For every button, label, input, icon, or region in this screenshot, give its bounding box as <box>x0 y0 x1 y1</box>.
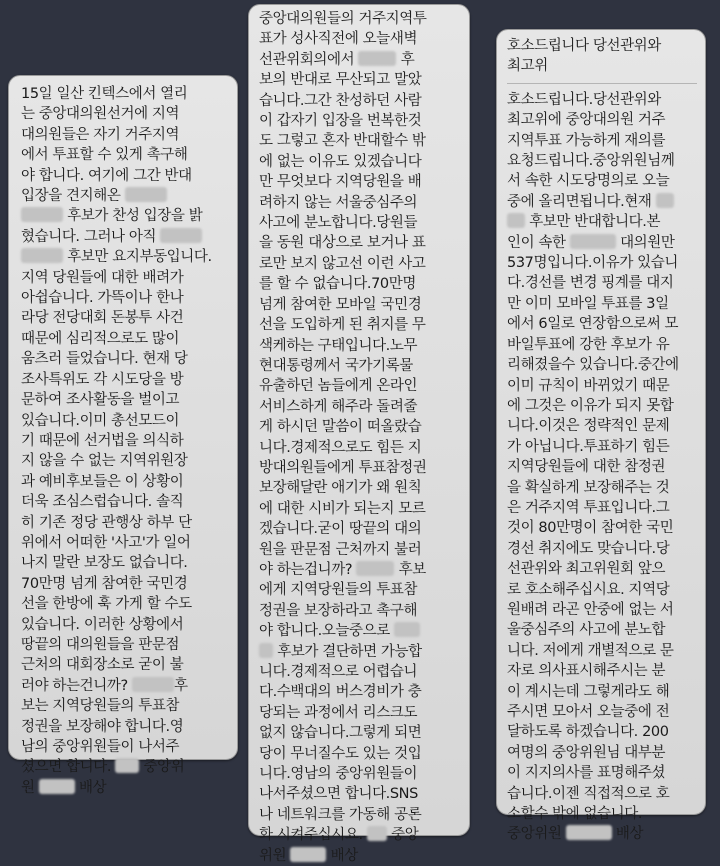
message-bubble-1[interactable] <box>8 75 238 796</box>
message-line: 울중심주의 사고에 분노합 <box>507 622 666 639</box>
message-line: 정권을 보장해야 합니다.영 <box>21 718 184 735</box>
message-line <box>259 621 469 641</box>
message-line: 아쉽습니다. 가뜩이나 한나 <box>21 290 184 307</box>
message-line: 유출하던 놈들에게 온라인 <box>259 378 418 395</box>
message-line: 이미 규칙이 바뀌었기 때문 <box>507 377 670 394</box>
message-line: 니다. 저에게 개별적으로 문 <box>507 642 674 659</box>
message-signature <box>21 778 237 798</box>
message-bubble-2[interactable] <box>248 4 470 864</box>
message-line: 도 그렇고 혼자 반대할수 밖 <box>259 133 426 150</box>
message-line: 에 없는 이유도 있겠습니다 <box>259 153 422 170</box>
message-line: 남의 중앙위원들이 나서주 <box>21 739 180 755</box>
message-line: 습니다.이젠 직접적으로 호 <box>507 785 670 802</box>
message-line-text: 셨으면 합니다. <box>21 759 112 776</box>
message-subject-line: 최고위 <box>507 58 548 75</box>
message-line-text: 화 시켜주십시요. <box>259 827 363 844</box>
message-line: 537명입니다.이유가 있습니 <box>507 255 678 272</box>
message-line: 15일 일산 킨텍스에서 열리 <box>21 86 188 102</box>
message-line-text: 후보만 반대합니다.본 <box>529 214 661 231</box>
message-line <box>507 212 705 232</box>
message-line: 나 네트워크를 가동해 공론 <box>259 806 422 823</box>
message-line <box>507 192 705 212</box>
message-line <box>21 247 237 267</box>
message-signature <box>507 824 705 844</box>
redacted-name <box>259 643 273 658</box>
redacted-name <box>39 779 75 794</box>
message-line-text: 선관위회의에서 <box>259 51 355 68</box>
message-line: 달하도록 하겠습니다. 200 <box>507 724 669 741</box>
message-line: 이 지지의사를 표명해주셨 <box>507 765 666 782</box>
message-line: 습니다.그간 찬성하던 사람 <box>259 92 422 109</box>
message-line: 만 이미 모바일 투표를 3일 <box>507 295 669 312</box>
message-line-text: 후보가 찬성 입장을 밝 <box>67 208 203 225</box>
message-line: 색케하는 구태입니다.노무 <box>259 337 418 354</box>
message-line: 러야 하는건니까? 후 <box>21 677 188 694</box>
message-line: 표가 성사직전에 오늘새벽 <box>259 31 418 48</box>
message-line: 원배려 라곤 안중에 없는 서 <box>507 601 674 618</box>
signature-prefix: 위원 <box>259 847 287 864</box>
message-line-text: 중에 올리면됩니다.현재 <box>507 193 652 210</box>
message-line: 보의 반대로 무산되고 말았 <box>259 72 422 89</box>
message-line-text: 후보 <box>398 561 426 578</box>
message-line-text: 원 <box>21 779 35 796</box>
message-line: 니다.이것은 정략적인 문제 <box>507 418 670 435</box>
message-line-text: 입장을 견지해온 <box>21 188 121 205</box>
message-line: 경선 취지에도 맞습니다.당 <box>507 540 670 557</box>
redacted-name <box>570 234 616 249</box>
message-line: 중앙대의원들의 거주지역투 <box>259 11 427 27</box>
message-line: 넘게 참여한 모바일 국민경 <box>259 296 422 313</box>
message-line: 땅끝의 대의원들을 판문점 <box>21 636 180 653</box>
message-line-text: 대의원만 <box>620 234 675 251</box>
message-line: 에서 6일로 연장함으로써 모 <box>507 316 679 333</box>
message-line <box>259 50 469 70</box>
message-line: 선을 도입하게 된 취지를 무 <box>259 317 426 334</box>
message-line: 기 때문에 선거법을 의식하 <box>21 432 184 449</box>
redacted-name <box>356 561 394 576</box>
message-line: 서비스하게 해주라 돌려줄 <box>259 398 418 415</box>
message-line: 다.경선를 변경 핑계를 대지 <box>507 275 674 292</box>
message-line: 과 예비후보들은 이 상황이 <box>21 473 184 490</box>
message-line: 자로 의사표시해주시는 분 <box>507 663 666 680</box>
message-line: 보장해달란 애기가 왜 원칙 <box>259 480 422 497</box>
redacted-name <box>21 207 63 222</box>
signature-label: 중앙위 <box>143 759 185 776</box>
message-bubble-3[interactable] <box>496 29 706 843</box>
message-line: 을 확실하게 보장해주는 것 <box>507 479 670 496</box>
message-line: 당이 무너질수도 있는 것입 <box>259 745 422 762</box>
message-line: 에게 지역당원들의 투표참 <box>259 582 418 599</box>
message-line <box>259 825 469 845</box>
redacted-name <box>115 758 139 773</box>
message-line: 게 하시던 말씀이 떠올랐습 <box>259 419 422 436</box>
message-line: 에 대한 시비가 되는지 모르 <box>259 500 426 517</box>
message-line: 70만명 넘게 참여한 국민경 <box>21 575 188 592</box>
redacted-name <box>656 193 674 208</box>
redacted-name <box>21 248 63 263</box>
message-line: 에 그것은 이유가 되지 못합 <box>507 397 674 414</box>
message-line: 위에서 어떠한 '사고'가 일어 <box>21 534 191 551</box>
message-line: 가 아닙니다.투표하기 힘든 <box>507 438 670 455</box>
message-line: 방대의원들에게 투표참정권 <box>259 459 427 476</box>
message-line: 니다.경제적으로 어렵습니 <box>259 664 418 680</box>
message-line: 나지 말란 보장도 없습니다. <box>21 555 188 572</box>
message-line: 바일투표에 강한 후보가 유 <box>507 336 670 353</box>
message-line: 야 합니다. 여기에 그간 반대 <box>21 167 192 184</box>
message-line <box>21 227 237 247</box>
redacted-name <box>507 213 525 228</box>
message-line: 로만 보지 않고선 이런 사고 <box>259 255 426 272</box>
redacted-name <box>566 825 612 840</box>
signature-label: 중앙 <box>391 827 419 844</box>
message-line-text: 야 하는겁니까? <box>259 561 353 578</box>
message-line: 만 무엇보다 지역당원을 배 <box>259 174 422 191</box>
message-line: 소할수 밖에 없습니다. <box>507 806 643 823</box>
message-line: 은 거주지역 투표입니다.그 <box>507 499 670 516</box>
message-line: 이 갑자기 입장을 번복한것 <box>259 113 422 130</box>
message-line: 근처의 대회장소로 굳이 불 <box>21 657 184 674</box>
message-line: 주시면 모아서 오늘중에 전 <box>507 704 670 720</box>
message-line: 있습니다. 이러한 상황에서 <box>21 616 184 633</box>
message-line: 에서 투표할 수 있게 촉구해 <box>21 147 188 164</box>
message-signature <box>259 846 469 866</box>
message-line: 지역 당원들에 대한 배려가 <box>21 269 184 286</box>
redacted-name <box>132 677 174 692</box>
message-line: 없지 않습니다.그렇게 되면 <box>259 725 422 742</box>
message-line: 지역당원들에 대한 참정권 <box>507 459 666 476</box>
message-line <box>21 757 237 777</box>
message-line: 을 동원 대상으로 보거나 표 <box>259 235 426 252</box>
message-line: 려하지 않는 서울중심주의 <box>259 194 418 211</box>
message-line: 조사특위도 각 시도당을 방 <box>21 371 184 388</box>
signature-closing: 배상 <box>615 826 644 843</box>
message-line-text: 야 합니다.오늘중으로 <box>259 623 390 640</box>
message-line: 겠습니다.굳이 땅끝의 대의 <box>259 521 422 538</box>
message-line: 리해졌을수 있습니다.중간에 <box>507 357 679 374</box>
redacted-name <box>160 228 202 243</box>
message-line: 서 속한 시도당명의로 오늘 <box>507 173 670 190</box>
message-line: 보는 지역당원들의 투표참 <box>21 698 180 715</box>
message-line: 요청드립니다.중앙위원님께 <box>507 153 675 170</box>
redacted-name <box>394 622 420 637</box>
message-line: 현대통령께서 국가기록물 <box>259 357 413 374</box>
message-line: 문하여 조사활동을 벌이고 <box>21 392 180 409</box>
redacted-name <box>367 826 387 841</box>
message-line: 라당 전당대회 돈봉투 사건 <box>21 310 184 327</box>
message-line <box>259 560 469 580</box>
message-line: 때문에 심리적으로도 많이 <box>21 330 180 347</box>
message-line: 여명의 중앙위원님 대부분 <box>507 744 666 761</box>
message-line: 선관위와 최고위원회 앞으 <box>507 561 666 578</box>
redacted-name <box>358 51 396 66</box>
message-line: 니다.영남의 중앙위원들이 <box>259 766 418 783</box>
message-subject <box>507 36 697 84</box>
message-line: 움츠러 들었습니다. 현재 당 <box>21 351 188 368</box>
message-line-text: 후보만 요지부동입니다. <box>67 249 212 266</box>
message-line: 대의원들은 자기 거주지역 <box>21 126 180 143</box>
message-line: 원을 판문점 근처까지 불러 <box>259 541 422 558</box>
message-line <box>21 186 237 206</box>
redacted-name <box>290 847 326 862</box>
message-line: 지 않을 수 없는 지역위원장 <box>21 453 188 470</box>
message-line: 있습니다.이미 총선모드이 <box>21 412 180 429</box>
message-line <box>21 206 237 226</box>
message-line: 히 기존 정당 관행상 하부 단 <box>21 514 192 531</box>
message-line: 로 호소해주십시요. 지역당 <box>507 581 670 598</box>
message-line: 는 중앙대의원선거에 지역 <box>21 106 180 123</box>
message-line: 호소드립니다.당선관위와 <box>507 91 661 108</box>
signature-label: 중앙위원 <box>507 826 562 843</box>
message-line: 니다.경제적으로도 힘든 지 <box>259 439 422 456</box>
message-line-text: 인이 속한 <box>507 234 566 251</box>
message-line: 더욱 조심스럽습니다. 솔직 <box>21 494 184 511</box>
message-line: 당되는 과정에서 리스크도 <box>259 704 418 721</box>
message-line: 지역투표 가능하게 재의를 <box>507 132 666 149</box>
message-subject-line: 호소드립니다 당선관위와 <box>507 38 661 54</box>
message-line: 최고위에 중앙대의원 거주 <box>507 112 666 129</box>
message-line: 것이 80만명이 참여한 국민 <box>507 520 674 537</box>
message-line: 다.수백대의 버스경비가 충 <box>259 684 422 701</box>
message-line: 를 할 수 없습니다.70만명 <box>259 276 416 293</box>
message-line: 사고에 분노합니다.당원들 <box>259 215 418 232</box>
message-line: 이 계시는데 그렇게라도 해 <box>507 683 670 700</box>
message-line-text: 혔습니다. 그러나 아직 <box>21 228 157 245</box>
message-line: 선을 한방에 훅 가게 할 수도 <box>21 596 192 613</box>
message-line <box>259 642 469 662</box>
message-line: 정권을 보장하라고 촉구해 <box>259 602 418 619</box>
message-line-text: 러야 하는건니까? <box>21 677 128 694</box>
message-line: 나서주셨으면 합니다.SNS <box>259 786 418 803</box>
message-line-text: 후보가 결단하면 가능합 <box>277 643 422 660</box>
signature-closing: 배상 <box>330 847 358 864</box>
message-line-text: 후 <box>400 51 415 68</box>
message-line <box>507 233 705 253</box>
signature-closing: 배상 <box>79 779 107 796</box>
redacted-name <box>125 187 167 202</box>
